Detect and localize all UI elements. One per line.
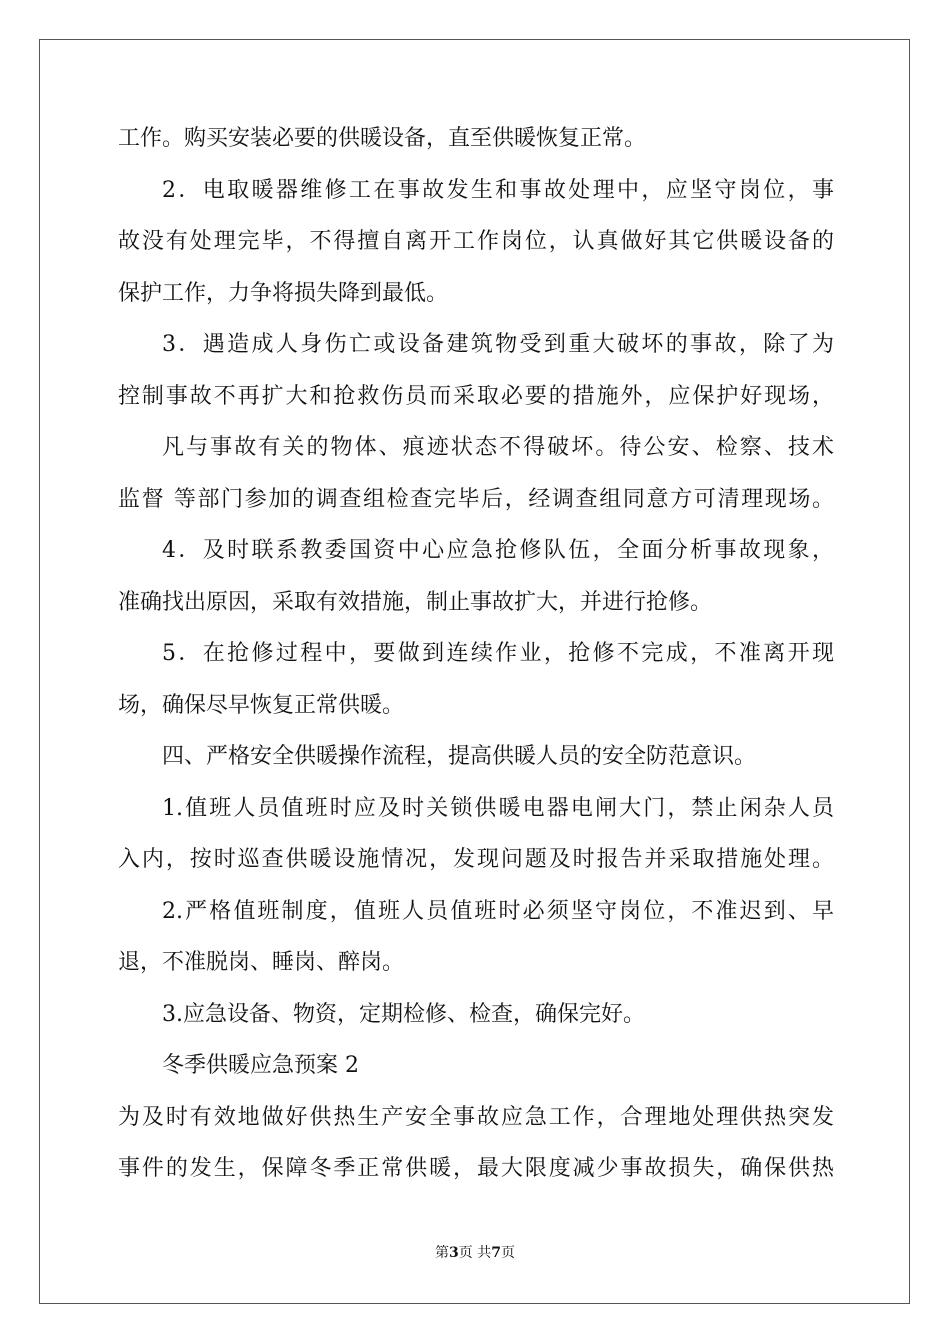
text-line: 1.值班人员值班时应及时关锁供暖电器电闸大门，禁止闲杂人员 [162,795,834,821]
text-line: 故没有处理完毕，不得擅自离开工作岗位，认真做好其它供暖设备的 [118,229,834,254]
text-line: 退，不准脱岗、睡岗、醉岗。 [118,950,405,975]
text-line: 4．及时联系教委国资中心应急抢修队伍，全面分析事故现象， [162,538,834,563]
text-line: 四、严格安全供暖操作流程，提高供暖人员的安全防范意识。 [162,744,757,769]
text-line: 工作。购买安装必要的供暖设备，直至供暖恢复正常。 [118,126,647,151]
text-line: 凡与事故有关的物体、痕迹状态不得破坏。待公安、检察、技术 [162,435,834,460]
footer-prefix: 第 [435,1245,450,1261]
text-line: 5．在抢修过程中，要做到连续作业，抢修不完成，不准离开现 [162,641,834,666]
text-line: 事件的发生，保障冬季正常供暖，最大限度减少事故损失，确保供热 [118,1156,834,1181]
text-line: 3.应急设备、物资，定期检修、检查，确保完好。 [162,1001,645,1027]
text-line: 3．遇造成人身伤亡或设备建筑物受到重大破坏的事故，除了为 [162,332,834,357]
text-line: 控制事故不再扩大和抢救伤员而采取必要的措施外，应保护好现场， [118,383,834,409]
text-line: 监督 等部门参加的调查组检查完毕后，经调查组同意方可清理现场。 [118,486,834,512]
footer-suffix: 页 [500,1245,515,1261]
text-line: 冬季供暖应急预案 2 [162,1053,359,1078]
footer-middle: 页 共 [458,1245,492,1261]
text-line: 为及时有效地做好供热生产安全事故应急工作，合理地处理供热突发 [118,1104,834,1130]
text-line: 入内，按时巡查供暖设施情况，发现问题及时报告并采取措施处理。 [118,847,834,872]
total-pages-number: 7 [491,1245,501,1261]
current-page-number: 3 [449,1245,459,1261]
text-line: 准确找出原因，采取有效措施，制止事故扩大，并进行抢修。 [118,589,713,615]
page-footer [0,1244,950,1262]
text-line: 2．电取暖器维修工在事故发生和事故处理中，应坚守岗位，事 [162,177,834,203]
text-line: 保护工作，力争将损失降到最低。 [118,280,449,306]
text-line: 场，确保尽早恢复正常供暖。 [118,692,405,718]
text-line: 2.严格值班制度，值班人员值班时必须坚守岗位，不准迟到、早 [162,898,834,924]
